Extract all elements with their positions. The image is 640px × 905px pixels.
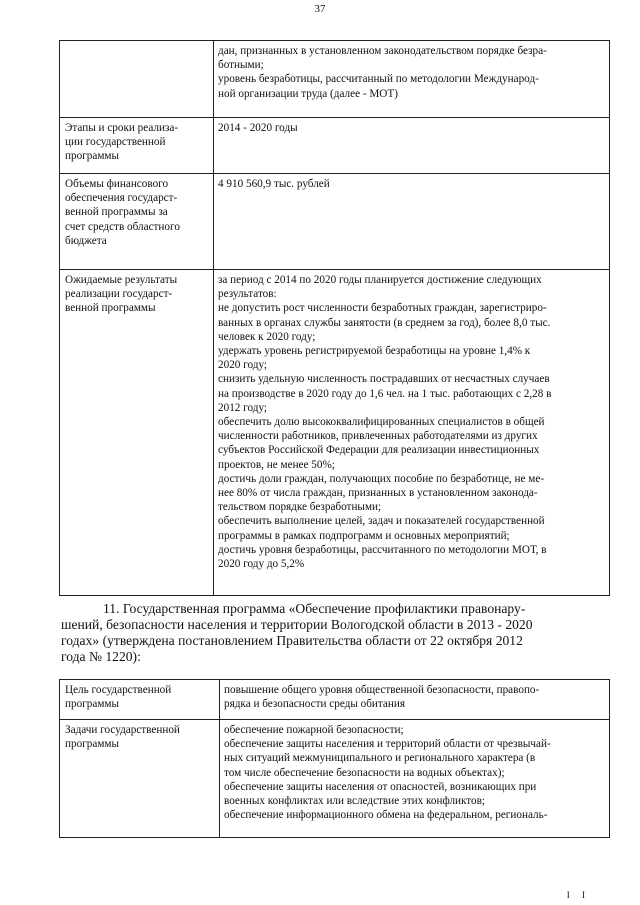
row-value-cell (214, 118, 610, 174)
row-value-cell (214, 41, 610, 118)
label-text-line: программы (65, 738, 119, 751)
value-text-line: снизить удельную численность пострадавших от несчастных случаев (218, 373, 550, 386)
label-text-line: венной программы (65, 302, 156, 315)
value-text-line: за период с 2014 по 2020 годы планируется достижение следующих (218, 274, 542, 286)
value-text-line: военных конфликтах или вследствие этих конфликтов; (224, 795, 486, 808)
table-row (60, 118, 610, 174)
row-value-cell (214, 174, 610, 270)
value-text-line: программы в рамках подпрограмм и основных мероприятий; (218, 529, 510, 542)
value-text-line: повышение общего уровня общественной безопасности, правопо- (224, 684, 540, 696)
label-text-line: ции государственной (65, 136, 166, 149)
value-text-line: обеспечить долю высококвалифицированных специалистов в общей (218, 416, 545, 429)
value-text-line: проектов, не менее 50%; (218, 458, 335, 471)
value-text-line: 2020 году; (218, 359, 267, 372)
program-passport-table-continued (59, 40, 610, 596)
value-text-line: ной организации труда (далее - МОТ) (218, 87, 398, 100)
footer-marks: I I (566, 890, 590, 900)
row-label-cell (60, 680, 220, 720)
program-11-passport-table (59, 679, 610, 838)
value-text-line: обеспечение пожарной безопасности; (224, 724, 404, 736)
value-text-line: 2014 - 2020 годы (218, 122, 298, 134)
value-text-line: результатов: (218, 288, 277, 301)
value-text-line: нее 80% от числа граждан, признанных в установленном законода- (218, 487, 538, 500)
label-text-line: обеспечения государст- (65, 192, 178, 205)
label-text-line: Ожидаемые результаты (65, 274, 178, 286)
value-text-line: том числе обеспечение безопасности на водных объектах); (224, 766, 505, 779)
page-number: 37 (314, 3, 326, 15)
row-label-cell (60, 41, 214, 118)
value-text-line: человек к 2020 году; (218, 330, 316, 343)
value-text-line: 4 910 560,9 тыс. рублей (218, 178, 330, 190)
row-label-cell (60, 720, 220, 838)
table-row (60, 720, 610, 838)
value-text-line: достичь уровня безработицы, рассчитанного по методологии МОТ, в (218, 543, 547, 556)
table-row (60, 41, 610, 118)
row-value-cell (214, 270, 610, 596)
row-value-cell (220, 680, 610, 720)
value-text-line: 2012 году; (218, 401, 267, 414)
table-row (60, 270, 610, 596)
label-text-line: программы (65, 150, 119, 163)
value-text-line: ванных в органах службы занятости (в среднем за год), более 8,0 тыс. (218, 316, 551, 329)
value-text-line: дан, признанных в установленном законодательством порядке безра- (218, 45, 547, 57)
value-text-line: достичь доли граждан, получающих пособие по безработице, не ме- (218, 472, 545, 485)
row-label-cell (60, 270, 214, 596)
label-text-line: Этапы и сроки реализа- (65, 122, 179, 134)
heading-text-line: года № 1220): (61, 649, 141, 664)
value-text-line: обеспечение защиты населения от опасностей, возникающих при (224, 780, 537, 793)
label-text-line: реализации государст- (65, 288, 173, 301)
value-text-line: на производстве в 2020 году до 1,6 чел. на 1 тыс. работающих с 2,28 в (218, 387, 552, 400)
label-text-line: Объемы финансового (65, 178, 169, 190)
row-label-cell (60, 174, 214, 270)
value-text-line: 2020 году до 5,2% (218, 558, 305, 571)
value-text-line: удержать уровень регистрируемой безработицы на уровне 1,4% к (218, 345, 531, 358)
value-text-line: ботными; (218, 59, 264, 72)
label-text-line: венной программы за (65, 206, 168, 219)
value-text-line: рядка и безопасности среды обитания (224, 698, 406, 711)
value-text-line: обеспечить выполнение целей, задач и показателей государственной (218, 515, 545, 528)
heading-text-line: годах» (утверждена постановлением Правительства области от 22 октября 2012 (61, 633, 523, 648)
label-text-line: Задачи государственной (65, 724, 180, 736)
value-text-line: не допустить рост численности безработных граждан, зарегистриро- (218, 302, 547, 315)
row-value-cell (220, 720, 610, 838)
heading-text-line: 11. Государственная программа «Обеспечение профилактики правонару- (103, 601, 526, 616)
value-text-line: тельством порядке безработными; (218, 501, 382, 514)
table-row (60, 680, 610, 720)
table-row (60, 174, 610, 270)
label-text-line: бюджета (65, 234, 107, 247)
label-text-line: счет средств областного (65, 220, 180, 233)
row-label-cell (60, 118, 214, 174)
label-text-line: Цель государственной (65, 684, 172, 696)
value-text-line: обеспечение защиты населения и территорий области от чрезвычай- (224, 738, 551, 751)
value-text-line: уровень безработицы, рассчитанный по методологии Международ- (218, 73, 539, 86)
value-text-line: ных ситуаций межмуниципального и регионального характера (в (224, 752, 536, 765)
section-heading-program-11 (61, 601, 609, 665)
heading-text-line: шений, безопасности населения и территории Вологодской области в 2013 - 2020 (61, 617, 533, 632)
value-text-line: обеспечение информационного обмена на федеральном, региональ- (224, 809, 548, 822)
value-text-line: численности работников, привлеченных работодателями из других (218, 430, 538, 443)
value-text-line: субъектов Российской Федерации для реализации инвестиционных (218, 444, 540, 457)
label-text-line: программы (65, 698, 119, 711)
